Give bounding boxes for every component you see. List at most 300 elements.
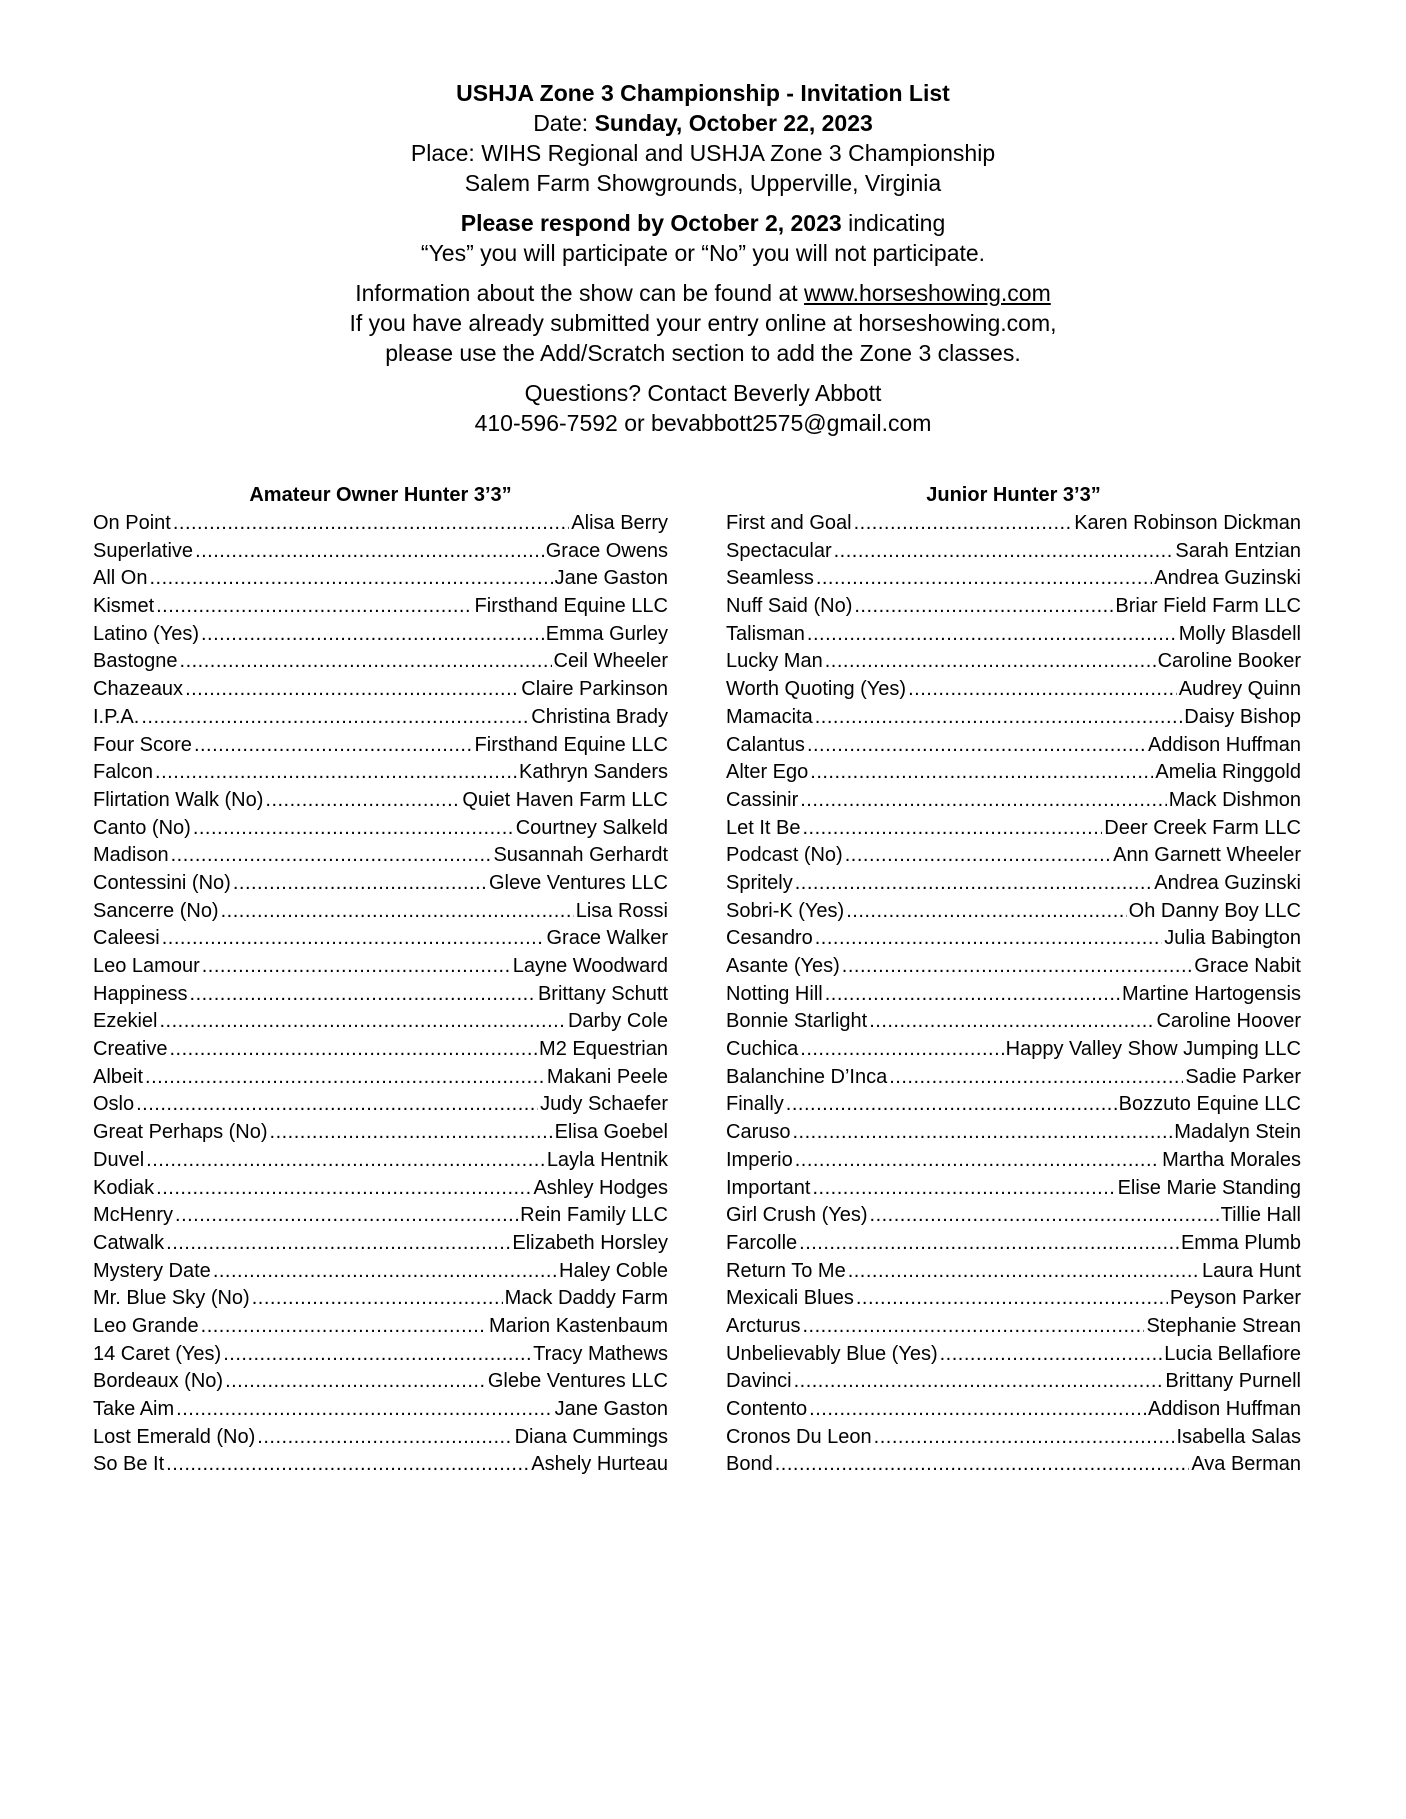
owner-name: Andrea Guzinski (1154, 567, 1301, 590)
owner-name: Deer Creek Farm LLC (1104, 816, 1301, 839)
list-item (93, 925, 668, 953)
list-item (726, 953, 1301, 981)
document-header (0, 78, 1406, 438)
list-item (93, 787, 668, 815)
submitted-line-1: If you have already submitted your entry online at horseshowing.com, (349, 310, 1057, 336)
horse-name: Farcolle (726, 1231, 798, 1254)
horse-name: On Point (93, 512, 171, 534)
owner-name: Ava Berman (1191, 1453, 1301, 1476)
dot-leader (795, 870, 1153, 898)
list-item (93, 759, 668, 787)
owner-name: Lucia Bellafiore (1164, 1342, 1301, 1365)
horse-name: Lucky Man (726, 650, 823, 673)
list-item (726, 1091, 1301, 1119)
list-item (726, 787, 1301, 815)
dot-leader (149, 565, 552, 593)
horse-name: Ezekiel (93, 1010, 158, 1033)
horse-name: Happiness (93, 982, 188, 1005)
dot-leader (810, 759, 1153, 787)
list-item (93, 1313, 668, 1341)
owner-name: Madalyn Stein (1174, 1121, 1301, 1144)
horse-name: Talisman (726, 622, 805, 645)
horse-name: Duvel (93, 1148, 145, 1171)
list-item (93, 732, 668, 760)
owner-name: Diana Cummings (514, 1425, 668, 1448)
horse-name: Unbelievably Blue (Yes) (726, 1342, 938, 1365)
owner-name: Laura Hunt (1202, 1259, 1301, 1282)
owner-name: Gleve Ventures LLC (489, 871, 668, 894)
dot-leader (825, 981, 1120, 1009)
dot-leader (166, 1451, 529, 1479)
owner-name: Mack Dishmon (1168, 788, 1301, 811)
dot-leader (265, 787, 460, 815)
horseshowing-link[interactable]: www.horseshowing.com (804, 280, 1051, 306)
dot-leader (794, 1368, 1164, 1396)
owner-name: Peyson Parker (1169, 1287, 1301, 1310)
list-item (93, 1064, 668, 1092)
questions-line: Questions? Contact Beverly Abbott (524, 380, 882, 406)
list-item (93, 1451, 668, 1479)
dot-leader (155, 759, 517, 787)
dot-leader (223, 1341, 531, 1369)
horse-name: Arcturus (726, 1314, 801, 1337)
horse-name: Great Perhaps (No) (93, 1121, 268, 1144)
horse-name: Nuff Said (No) (726, 595, 853, 618)
dot-leader (146, 1147, 545, 1175)
owner-name: Julia Babington (1164, 927, 1301, 950)
owner-name: Alisa Berry (571, 512, 668, 534)
dot-leader (145, 1064, 545, 1092)
owner-name: Claire Parkinson (521, 678, 668, 701)
owner-name: Ashely Hurteau (531, 1453, 668, 1476)
list-item (726, 1258, 1301, 1286)
info-prefix: Information about the show can be found at (355, 280, 805, 306)
dot-leader (800, 1036, 1003, 1064)
dot-leader (162, 925, 545, 953)
horse-name: First and Goal (726, 512, 852, 534)
owner-name: Emma Gurley (545, 622, 668, 645)
dot-leader (889, 1064, 1183, 1092)
list-item (726, 1230, 1301, 1258)
owner-name: Briar Field Farm LLC (1115, 595, 1301, 618)
horse-name: I.P.A. (93, 705, 140, 728)
horse-name: Important (726, 1176, 811, 1199)
list-item (93, 898, 668, 926)
horse-name: Balanchine D’Inca (726, 1065, 888, 1088)
owner-name: Oh Danny Boy LLC (1128, 899, 1301, 922)
list-item (93, 648, 668, 676)
list-item (93, 1285, 668, 1313)
list-item (726, 704, 1301, 732)
list-item (93, 621, 668, 649)
list-item (726, 1064, 1301, 1092)
list-item (93, 676, 668, 704)
info-line (0, 278, 1406, 308)
owner-name: Martha Morales (1162, 1148, 1301, 1171)
list-item (726, 1008, 1301, 1036)
horse-name: Seamless (726, 567, 814, 590)
dot-leader (141, 704, 529, 732)
dot-leader (257, 1424, 512, 1452)
horse-name: Oslo (93, 1093, 135, 1116)
dot-leader (136, 1091, 538, 1119)
dot-leader (195, 538, 544, 566)
horse-name: Mamacita (726, 705, 813, 728)
dot-leader (201, 1313, 487, 1341)
dot-leader (802, 1313, 1144, 1341)
owner-name: Tillie Hall (1220, 1204, 1301, 1227)
list-item (726, 1368, 1301, 1396)
dot-leader (775, 1451, 1190, 1479)
dot-leader (825, 648, 1156, 676)
list-item (726, 621, 1301, 649)
horse-name: Podcast (No) (726, 844, 843, 867)
list-item (93, 1230, 668, 1258)
horse-name: Cronos Du Leon (726, 1425, 872, 1448)
owner-name: Karen Robinson Dickman (1074, 512, 1301, 534)
horse-name: Cesandro (726, 927, 813, 950)
dot-leader (845, 842, 1111, 870)
horse-name: Bond (726, 1453, 773, 1476)
horse-name: Contento (726, 1398, 808, 1420)
list-item (726, 565, 1301, 593)
owner-name: Caroline Hoover (1156, 1010, 1301, 1033)
horse-name: 14 Caret (Yes) (93, 1342, 222, 1365)
list-item (93, 593, 668, 621)
dot-leader (213, 1258, 557, 1286)
horse-name: Worth Quoting (Yes) (726, 678, 907, 701)
horse-name: Mystery Date (93, 1259, 211, 1282)
horse-name: Caruso (726, 1121, 791, 1144)
dot-leader (842, 953, 1193, 981)
dot-leader (252, 1285, 503, 1313)
owner-name: Susannah Gerhardt (493, 844, 668, 867)
horse-name: Kismet (93, 595, 155, 618)
dot-leader (846, 898, 1126, 926)
list-item (726, 870, 1301, 898)
horse-name: Sancerre (No) (93, 899, 219, 922)
horse-name: Sobri-K (Yes) (726, 899, 845, 922)
list-item (93, 953, 668, 981)
list-item (93, 1424, 668, 1452)
owner-name: Tracy Mathews (533, 1342, 668, 1365)
owner-name: Isabella Salas (1176, 1425, 1301, 1448)
horse-name: Mr. Blue Sky (No) (93, 1287, 250, 1310)
respond-rest: indicating (841, 210, 946, 236)
entry-list (726, 510, 1301, 1479)
dot-leader (908, 676, 1177, 704)
list-item (93, 870, 668, 898)
dot-leader (193, 815, 514, 843)
list-item (93, 1341, 668, 1369)
horse-name: Bastogne (93, 650, 178, 673)
dot-leader (807, 732, 1146, 760)
dot-leader (171, 842, 492, 870)
list-item (93, 1036, 668, 1064)
list-item (726, 898, 1301, 926)
dot-leader (202, 953, 511, 981)
list-item (726, 842, 1301, 870)
horse-name: Cassinir (726, 788, 799, 811)
list-item (726, 759, 1301, 787)
dot-leader (803, 815, 1103, 843)
owner-name: Andrea Guzinski (1154, 871, 1301, 894)
dot-leader (874, 1424, 1175, 1452)
contact-line: 410-596-7592 or bevabbott2575@gmail.com (474, 410, 932, 436)
owner-name: Quiet Haven Farm LLC (462, 788, 668, 811)
horse-name: Davinci (726, 1370, 792, 1393)
list-item (726, 1119, 1301, 1147)
owner-name: Layne Woodward (512, 955, 668, 977)
owner-name: Makani Peele (546, 1065, 668, 1088)
dot-leader (270, 1119, 553, 1147)
owner-name: Darby Cole (567, 1010, 668, 1033)
list-item (726, 1175, 1301, 1203)
horse-name: Girl Crush (Yes) (726, 1204, 868, 1227)
date-label: Date: (533, 110, 595, 136)
horse-name: Four Score (93, 733, 192, 756)
owner-name: Addison Huffman (1147, 733, 1301, 756)
dot-leader (166, 1230, 510, 1258)
page-title: USHJA Zone 3 Championship - Invitation List (456, 80, 950, 106)
list-item (93, 1202, 668, 1230)
horse-name: Leo Grande (93, 1314, 199, 1337)
dot-leader (799, 1230, 1179, 1258)
horse-name: Finally (726, 1093, 784, 1116)
list-item (726, 1396, 1301, 1424)
owner-name: Ann Garnett Wheeler (1113, 844, 1301, 867)
owner-name: Ashley Hodges (533, 1176, 668, 1199)
list-item (726, 593, 1301, 621)
dot-leader (792, 1119, 1172, 1147)
horse-name: Alter Ego (726, 761, 809, 784)
owner-name: Addison Huffman (1147, 1398, 1301, 1420)
horse-name: Asante (Yes) (726, 955, 840, 977)
horse-name: Bordeaux (No) (93, 1370, 224, 1393)
owner-name: Grace Nabit (1194, 955, 1301, 977)
dot-leader (175, 1202, 518, 1230)
list-item (93, 1091, 668, 1119)
list-item (93, 1396, 668, 1424)
list-item (93, 1175, 668, 1203)
horse-name: Notting Hill (726, 982, 823, 1005)
horse-name: Kodiak (93, 1176, 155, 1199)
list-item (726, 1341, 1301, 1369)
dot-leader (848, 1258, 1200, 1286)
owner-name: Emma Plumb (1180, 1231, 1301, 1254)
horse-name: Leo Lamour (93, 955, 200, 977)
dot-leader (795, 1147, 1160, 1175)
horse-name: Catwalk (93, 1231, 165, 1254)
owner-name: Daisy Bishop (1184, 705, 1301, 728)
dot-leader (180, 648, 552, 676)
event-place: Place: WIHS Regional and USHJA Zone 3 Championship (410, 140, 996, 166)
dot-leader (225, 1368, 486, 1396)
list-item (93, 1368, 668, 1396)
list-item (93, 815, 668, 843)
owner-name: Bozzuto Equine LLC (1118, 1093, 1301, 1116)
list-item (726, 1424, 1301, 1452)
horse-name: Superlative (93, 539, 194, 562)
dot-leader (812, 1175, 1115, 1203)
submitted-line-2: please use the Add/Scratch section to add the Zone 3 classes. (385, 340, 1021, 366)
owner-name: Jane Gaston (554, 567, 668, 590)
dot-leader (221, 898, 574, 926)
owner-name: Amelia Ringgold (1155, 761, 1301, 784)
list-item (726, 732, 1301, 760)
owner-name: Sarah Entzian (1175, 539, 1301, 562)
owner-name: Ceil Wheeler (553, 650, 668, 673)
horse-name: Lost Emerald (No) (93, 1425, 256, 1448)
owner-name: Molly Blasdell (1178, 622, 1301, 645)
owner-name: Elizabeth Horsley (512, 1231, 668, 1254)
owner-name: Glebe Ventures LLC (487, 1370, 668, 1393)
owner-name: Elisa Goebel (554, 1121, 668, 1144)
dot-leader (800, 787, 1166, 815)
dot-leader (156, 1175, 531, 1203)
list-item (93, 981, 668, 1009)
owner-name: Mack Daddy Farm (504, 1287, 668, 1310)
column-title: Junior Hunter 3’3” (926, 484, 1101, 506)
entry-list (93, 510, 668, 1479)
owner-name: Jane Gaston (554, 1398, 668, 1420)
dot-leader (159, 1008, 565, 1036)
respond-deadline: Please respond by October 2, 2023 (460, 210, 842, 236)
list-item (726, 510, 1301, 538)
horse-name: Imperio (726, 1148, 793, 1171)
dot-leader (173, 510, 569, 538)
owner-name: Sadie Parker (1185, 1065, 1301, 1088)
respond-line (0, 208, 1406, 238)
dot-leader (194, 732, 473, 760)
owner-name: Brittany Schutt (537, 982, 668, 1005)
dot-leader (185, 676, 519, 704)
owner-name: Courtney Salkeld (515, 816, 668, 839)
list-item (726, 1147, 1301, 1175)
dot-leader (786, 1091, 1117, 1119)
dot-leader (809, 1396, 1146, 1424)
horse-name: Take Aim (93, 1398, 175, 1420)
horse-name: So Be It (93, 1453, 165, 1476)
owner-name: M2 Equestrian (539, 1038, 668, 1061)
dot-leader (856, 1285, 1168, 1313)
date-value: Sunday, October 22, 2023 (594, 110, 873, 136)
horse-name: Chazeaux (93, 678, 184, 701)
dot-leader (807, 621, 1177, 649)
dot-leader (834, 538, 1174, 566)
owner-name: Stephanie Strean (1146, 1314, 1301, 1337)
dot-leader (815, 704, 1183, 732)
horse-name: Creative (93, 1038, 168, 1061)
list-item (726, 1451, 1301, 1479)
dot-leader (233, 870, 487, 898)
owner-name: Rein Family LLC (520, 1204, 668, 1227)
horse-name: Caleesi (93, 927, 160, 950)
list-item (93, 1258, 668, 1286)
horse-name: Latino (Yes) (93, 622, 199, 645)
respond-instructions: “Yes” you will participate or “No” you will not participate. (420, 240, 986, 266)
list-item (93, 565, 668, 593)
dot-leader (190, 981, 536, 1009)
owner-name: Layla Hentnik (546, 1148, 668, 1171)
list-item (93, 842, 668, 870)
dot-leader (815, 925, 1163, 953)
horse-name: Mexicali Blues (726, 1287, 854, 1310)
horse-name: Spectacular (726, 539, 832, 562)
list-item (726, 1313, 1301, 1341)
owner-name: Brittany Purnell (1165, 1370, 1301, 1393)
junior-hunter-column (726, 482, 1301, 1479)
dot-leader (870, 1202, 1219, 1230)
dot-leader (156, 593, 472, 621)
column-title: Amateur Owner Hunter 3’3” (249, 484, 512, 506)
owner-name: Christina Brady (531, 705, 668, 728)
owner-name: Firsthand Equine LLC (474, 733, 668, 756)
dot-leader (854, 593, 1113, 621)
event-venue: Salem Farm Showgrounds, Upperville, Virginia (464, 170, 942, 196)
owner-name: Happy Valley Show Jumping LLC (1005, 1038, 1301, 1061)
list-item (93, 704, 668, 732)
owner-name: Grace Walker (546, 927, 668, 950)
horse-name: Albeit (93, 1065, 144, 1088)
horse-name: Contessini (No) (93, 871, 231, 894)
list-item (726, 538, 1301, 566)
dot-leader (201, 621, 544, 649)
owner-name: Grace Owens (545, 539, 668, 562)
list-item (726, 1202, 1301, 1230)
dot-leader (940, 1341, 1163, 1369)
horse-name: Let It Be (726, 816, 801, 839)
horse-name: Madison (93, 844, 169, 867)
owner-name: Caroline Booker (1157, 650, 1301, 673)
horse-name: Falcon (93, 761, 154, 784)
list-item (726, 1285, 1301, 1313)
horse-name: Canto (No) (93, 816, 191, 839)
dot-leader (169, 1036, 537, 1064)
list-item (93, 1008, 668, 1036)
owner-name: Audrey Quinn (1178, 678, 1301, 701)
list-item (726, 676, 1301, 704)
dot-leader (816, 565, 1152, 593)
list-item (726, 815, 1301, 843)
dot-leader (176, 1396, 552, 1424)
owner-name: Judy Schaefer (540, 1093, 668, 1116)
horse-name: Cuchica (726, 1038, 799, 1061)
owner-name: Lisa Rossi (575, 899, 668, 922)
owner-name: Firsthand Equine LLC (474, 595, 668, 618)
owner-name: Elise Marie Standing (1117, 1176, 1301, 1199)
horse-name: Spritely (726, 871, 793, 894)
owner-name: Marion Kastenbaum (489, 1314, 668, 1337)
horse-name: Bonnie Starlight (726, 1010, 868, 1033)
horse-name: Return To Me (726, 1259, 846, 1282)
amateur-owner-column (93, 482, 668, 1479)
owner-name: Haley Coble (559, 1259, 668, 1282)
list-item (726, 1036, 1301, 1064)
event-date (0, 108, 1406, 138)
list-item (726, 648, 1301, 676)
dot-leader (869, 1008, 1154, 1036)
list-item (93, 538, 668, 566)
owner-name: Martine Hartogensis (1122, 982, 1301, 1005)
list-item (726, 925, 1301, 953)
horse-name: McHenry (93, 1204, 174, 1227)
dot-leader (854, 510, 1073, 538)
list-item (726, 981, 1301, 1009)
horse-name: All On (93, 567, 148, 590)
owner-name: Kathryn Sanders (519, 761, 668, 784)
horse-name: Calantus (726, 733, 805, 756)
